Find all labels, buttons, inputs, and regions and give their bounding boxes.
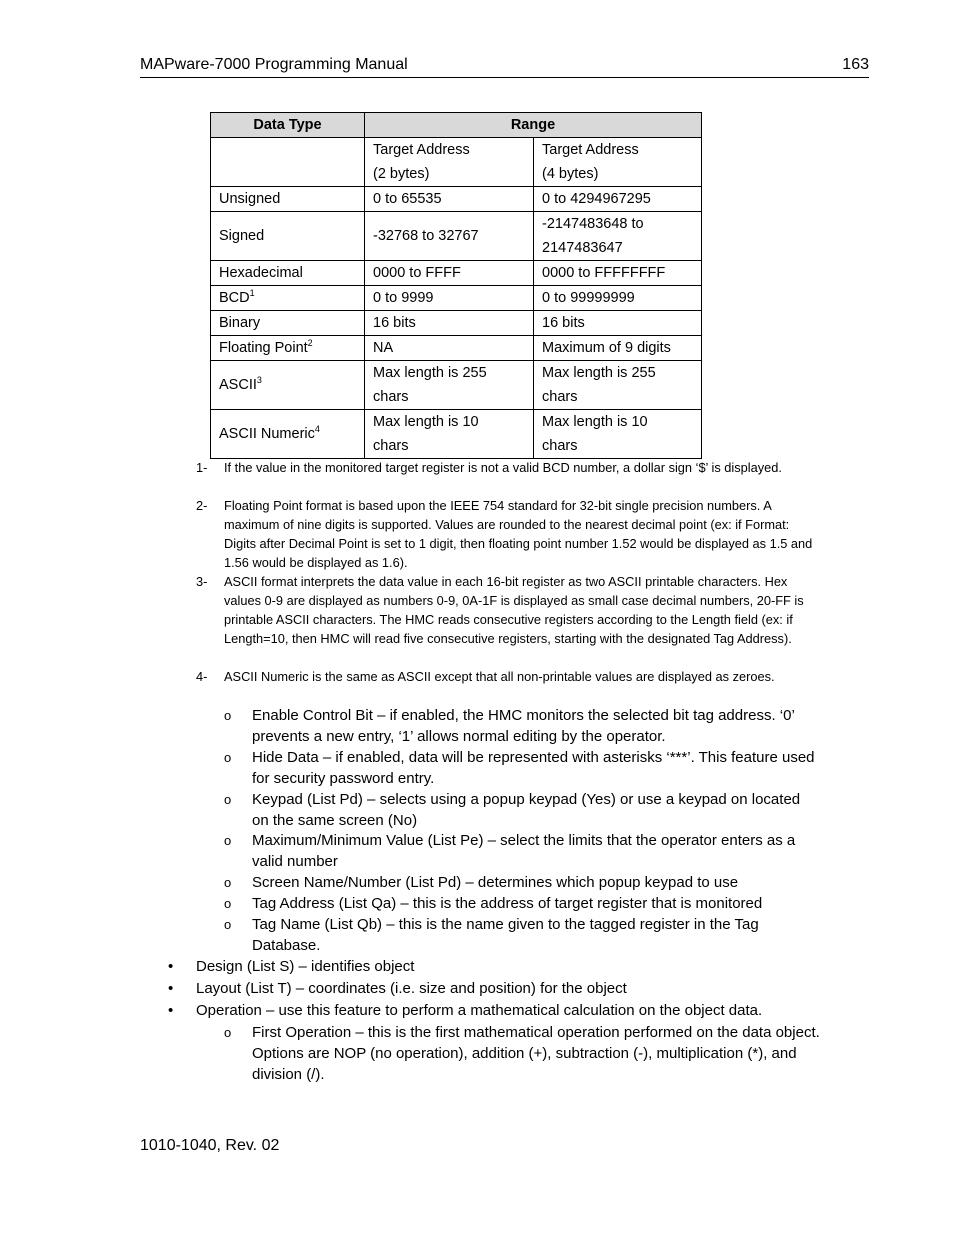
page-header xyxy=(140,56,869,78)
footnote xyxy=(196,572,816,648)
cell-line: 0 to 4294967295 xyxy=(542,191,651,207)
bullet-item-text: Layout (List T) – coordinates (i.e. size and position) for the object xyxy=(196,980,627,997)
cell-range-2-bytes xyxy=(365,286,534,311)
page-number: 163 xyxy=(842,56,869,73)
cell-line: -32768 to 32767 xyxy=(373,228,479,244)
bullet-icon: • xyxy=(168,958,174,975)
footnote-ref: 1 xyxy=(249,288,255,299)
footnote xyxy=(196,667,816,686)
hollow-bullet-icon: o xyxy=(224,750,232,765)
cell-data-type: Signed xyxy=(211,212,365,261)
table-row xyxy=(211,212,702,261)
bullet-list-item xyxy=(168,956,818,978)
hollow-bullet-icon: o xyxy=(224,1025,232,1040)
cell-line: 16 bits xyxy=(542,315,585,331)
cell-line: Max length is 10 xyxy=(542,414,648,430)
cell-range-4-bytes xyxy=(534,311,702,336)
footnote-ref: 4 xyxy=(314,424,320,435)
cell-data-type: ASCII Numeric$^4$ xyxy=(211,410,365,459)
cell-data-type: Unsigned xyxy=(211,187,365,212)
footnote-text: ASCII Numeric is the same as ASCII except that all non-printable values are displayed as zeroes. xyxy=(224,669,775,684)
cell-line: 0000 to FFFF xyxy=(373,265,461,281)
hollow-bullet-icon: o xyxy=(224,917,232,932)
cell-line: 0 to 65535 xyxy=(373,191,442,207)
table-row xyxy=(211,261,702,286)
bullet-icon: • xyxy=(168,1002,174,1019)
sub-list-item xyxy=(224,705,820,747)
footnote-number: 4- xyxy=(196,669,208,684)
cell-data-type: ASCII$^3$ xyxy=(211,361,365,410)
cell-range-4-bytes xyxy=(534,286,702,311)
bullet-list-item xyxy=(168,1000,818,1022)
sub-list-item xyxy=(224,789,820,831)
sub-list-item-first-operation xyxy=(224,1022,820,1085)
table-cell-empty xyxy=(211,138,365,187)
sub-list-item xyxy=(224,830,820,872)
sub-list-item-text: Tag Address (List Qa) – this is the address of target register that is monitored xyxy=(252,895,763,912)
footnote-ref: 3 xyxy=(256,375,262,386)
cell-range-2-bytes xyxy=(365,311,534,336)
bullet-list-item xyxy=(168,978,818,1000)
cell-line: -2147483648 to xyxy=(542,216,644,232)
table-row xyxy=(211,311,702,336)
cell-range-4-bytes xyxy=(534,212,702,261)
cell-line: chars xyxy=(542,438,578,454)
cell-line: Max length is 10 xyxy=(373,414,479,430)
cell-range-4-bytes xyxy=(534,361,702,410)
sub-list-item-text: Screen Name/Number (List Pd) – determines which popup keypad to use xyxy=(252,874,739,891)
table-row xyxy=(211,336,702,361)
sub-list-item-text: Enable Control Bit – if enabled, the HMC monitors the selected bit tag address. ‘0’ prevents a new entry, ‘1’ allows normal editing by the operator. xyxy=(252,707,795,745)
footnote xyxy=(196,496,816,572)
cell-range-2-bytes xyxy=(365,212,534,261)
sub-list-item xyxy=(224,747,820,789)
cell-line: Max length is 255 xyxy=(542,365,656,381)
cell-range-4-bytes xyxy=(534,261,702,286)
footnote xyxy=(196,458,816,477)
footnote-number: 2- xyxy=(196,498,208,513)
table-cell-4byte-header: Target Address (4 bytes) xyxy=(534,138,702,187)
cell-range-2-bytes xyxy=(365,361,534,410)
sub-list-item xyxy=(224,872,820,893)
cell-data-type: Floating Point$^2$ xyxy=(211,336,365,361)
column-header-data-type: Data Type xyxy=(211,113,365,138)
cell-data-type: Binary xyxy=(211,311,365,336)
cell-range-4-bytes xyxy=(534,410,702,459)
cell-line: 0 to 99999999 xyxy=(542,290,635,306)
hollow-bullet-icon: o xyxy=(224,792,232,807)
table-cell-2byte-header: Target Address (2 bytes) xyxy=(365,138,534,187)
footnote-number: 3- xyxy=(196,574,208,589)
sub-list-item-text: First Operation – this is the first mathematical operation performed on the data object. Options are NOP (no operation), addition (+), subtraction (-), multiplication (*), and division (/). xyxy=(252,1024,820,1083)
hollow-bullet-icon: o xyxy=(224,875,232,890)
table-row xyxy=(211,361,702,410)
sub-list-item-text: Hide Data – if enabled, data will be represented with asterisks ‘***’. This feature used for security password entry. xyxy=(252,749,815,787)
column-header-range: Range xyxy=(365,113,702,138)
bullet-item-text: Design (List S) – identifies object xyxy=(196,958,415,975)
table-row xyxy=(211,286,702,311)
bullet-item-text: Operation – use this feature to perform a mathematical calculation on the object data. xyxy=(196,1002,763,1019)
footnote-text: Floating Point format is based upon the IEEE 754 standard for 32-bit single precision numbers. A maximum of nine digits is supported. Values are rounded to the nearest decimal point (ex: if Format: Digits after Decimal Point is set to 1 digit, then floating point number 1.52 would be displayed as 1.5 and 1.56 would be displayed as 1.6). xyxy=(224,498,813,570)
cell-line: Maximum of 9 digits xyxy=(542,340,671,356)
cell-line: chars xyxy=(373,389,409,405)
cell-line: chars xyxy=(542,389,578,405)
footnote-number: 1- xyxy=(196,460,208,475)
sub-list-item-text: Maximum/Minimum Value (List Pe) – select the limits that the operator enters as a valid number xyxy=(252,832,796,870)
hollow-bullet-icon: o xyxy=(224,708,232,723)
cell-line: 0 to 9999 xyxy=(373,290,434,306)
cell-line: 2147483647 xyxy=(542,240,623,256)
hollow-bullet-icon: o xyxy=(224,896,232,911)
hollow-bullet-icon: o xyxy=(224,833,232,848)
footnote-text: If the value in the monitored target register is not a valid BCD number, a dollar sign ‘$’ is displayed. xyxy=(224,460,782,475)
cell-line: Max length is 255 xyxy=(373,365,487,381)
cell-range-4-bytes xyxy=(534,336,702,361)
footnote-ref: 2 xyxy=(307,338,313,349)
document-revision: 1010-1040, Rev. 02 xyxy=(140,1137,280,1154)
cell-data-type: BCD$^1$ xyxy=(211,286,365,311)
cell-range-2-bytes xyxy=(365,261,534,286)
cell-range-2-bytes xyxy=(365,410,534,459)
sub-list-item xyxy=(224,914,820,956)
sub-list-item xyxy=(224,893,820,914)
cell-range-4-bytes xyxy=(534,187,702,212)
manual-title: MAPware-7000 Programming Manual xyxy=(140,56,408,73)
data-type-range-table xyxy=(210,112,702,459)
cell-range-2-bytes xyxy=(365,187,534,212)
table-row xyxy=(211,187,702,212)
cell-line: 0000 to FFFFFFFF xyxy=(542,265,666,281)
sub-list-item-text: Keypad (List Pd) – selects using a popup keypad (Yes) or use a keypad on located on the same screen (No) xyxy=(252,791,801,829)
sub-list-item-text: Tag Name (List Qb) – this is the name given to the tagged register in the Tag Database. xyxy=(252,916,759,954)
footnote-text: ASCII format interprets the data value in each 16-bit register as two ASCII printable characters. Hex values 0-9 are displayed as numbers 0-9, 0A-1F is displayed as small case decimal numbers, 20-FF is printable ASCII characters. The HMC reads consecutive registers according to the Length field (ex: if Length=10, then HMC will read five consecutive registers, starting with the designated Tag Address). xyxy=(224,574,804,646)
cell-line: chars xyxy=(373,438,409,454)
cell-data-type: Hexadecimal xyxy=(211,261,365,286)
cell-line: 16 bits xyxy=(373,315,416,331)
cell-range-2-bytes xyxy=(365,336,534,361)
cell-line: NA xyxy=(373,340,394,356)
bullet-icon: • xyxy=(168,980,174,997)
table-row xyxy=(211,410,702,459)
